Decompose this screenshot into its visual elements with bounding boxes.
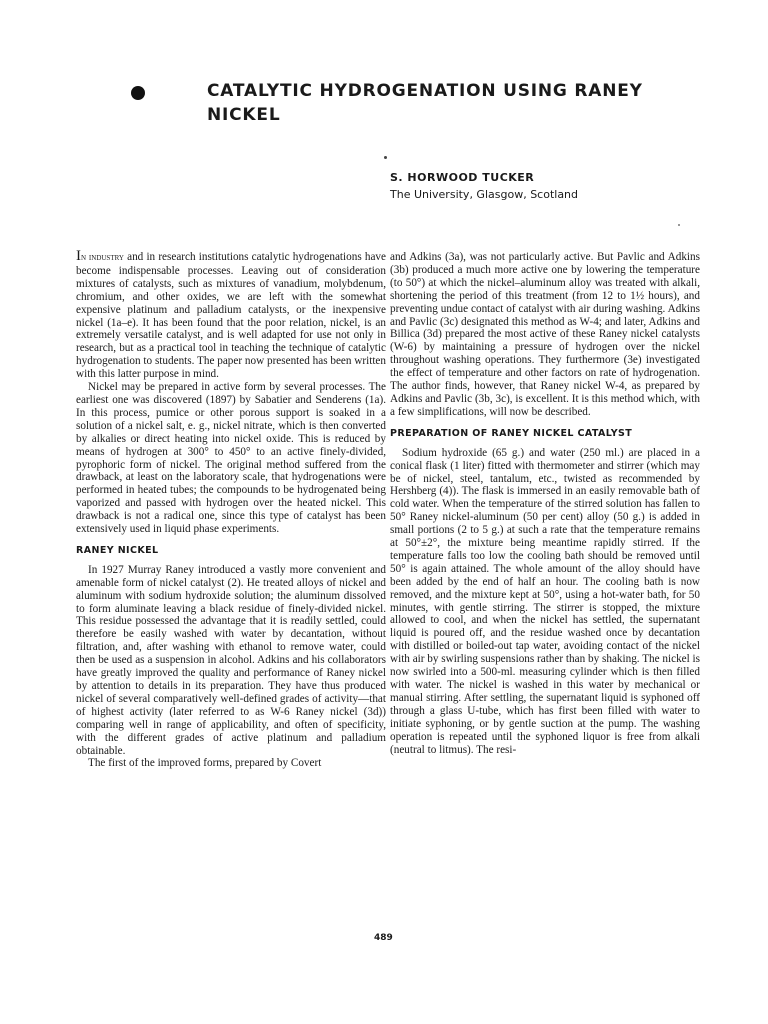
continuation-paragraph: and Adkins (3a), was not particularly active. But Pavlic and Adkins (3b) produced a much more active one by lowering the temperature (to 50°) at which the nickel–aluminum alloy was treated with alkali, shortening the period of this treatment (from 12 to 1½ hours), and preventing undue contact of catalyst with air during washing. Adkins and Pavlic (3c) designated this method as W-4; and later, Adkins and Billica (3d) prepared the most active of these Raney nickel catalysts (W-6) by maintaining a pressure of hydrogen over the nickel throughout washing operations. They furthermore (3e) investigated the effect of temperature and other factors on rate of hydrogenation. The author finds, however, that Raney nickel W-4, as prepared by Adkins and Pavlic (3b, 3c), is excellent. It is this method which, with a few simplifications, will now be described. [390,251,700,418]
speck-mark-2 [678,224,680,226]
page-number: 489 [374,933,393,943]
raney-paragraph-2: The first of the improved forms, prepared by Covert [88,757,322,770]
left-column [76,248,386,770]
raney-paragraph-1: In 1927 Murray Raney introduced a vastly more convenient and amenable form of nickel catalyst (2). He treated alloys of nickel and aluminum with sodium hydroxide solution; the aluminum dissolved to form aluminate leaving a black residue of finely-divided nickel. This residue possessed the advantage that it is readily settled, could therefore be easily washed with water by decantation, without filtration, and, after washing with ethanol to remove water, could then be used as a suspension in alcohol. Adkins and his collaborators have greatly improved the quality and performance of Raney nickel by attention to details in its preparation. They have thus produced nickel of several comparatively well-defined grades of activity—that of highest activity (later referred to as W-6 Raney nickel (3d)) comparing well in range of applicability, and often of specificity, with the different grades of active platinum and palladium obtainable. [76,563,386,757]
intro-p1-text: and in research institutions catalytic hydrogenations have become indispensable processes. Leaving out of consideration mixtures of catalysts, such as mixtures of vanadium, molybdenum, chromium, and other oxides, we are left with the somewhat expensive platinum and palladium catalysts, or the inexpensive nickel (1a–e). It has been found that the poor relation, nickel, is an extremely versatile catalyst, and is well adapted for use not only in research, but as a practical tool in teaching the technique of catalytic hydrogenation to students. The paper now presented has been written with this latter purpose in mind. [76,251,386,381]
speck-mark [384,156,387,159]
drop-cap: I [76,248,81,264]
article-title: CATALYTIC HYDROGENATION USING RANEY NICKEL [207,81,643,125]
author-affiliation: The University, Glasgow, Scotland [390,188,579,201]
intro-paragraph-2: Nickel may be prepared in active form by several processes. The earliest one was discovered (1897) by Sabatier and Senderens (1a). In this process, pumice or other porous support is soaked in a solution of a nickel salt, e. g., nickel nitrate, which is then converted by alkalies or direct heating into nickel oxide. This is reduced by means of hydrogen at 300° to 450° to an active finely-divided, pyrophoric form of nickel. The original method suffered from the drawback, at least on the laboratory scale, that hydrogenations were performed in heated tubes; the compounds to be hydrogenated being vaporized and passed with hydrogen over the heated nickel. This drawback is not a radical one, since this type of catalyst has been extensively used in liquid phase experiments. [76,381,386,536]
right-column [390,251,700,756]
intro-paragraph-1 [76,248,386,381]
small-caps-lead: n industry [81,252,124,263]
section-heading-preparation: PREPARATION OF RANEY NICKEL CATALYST [390,427,633,439]
preparation-paragraph-1: Sodium hydroxide (65 g.) and water (250 ml.) are placed in a conical flask (1 liter) fitted with thermometer and stirrer (which may be of nickel, steel, tantalum, etc., twisted as recommended by Hershberg (4)). The flask is immersed in an easily removable bath of cold water. When the temperature of the stirred solution has fallen to 50° Raney nickel-aluminum (50 per cent) alloy (50 g.) is added in small portions (2 to 5 g.) at such a rate that the temperature remains at 50°±2°, the mixture being meantime rapidly stirred. If the temperature falls too low the cooling bath should be removed until 50° is again attained. The whole amount of the alloy should have been added by the end of half an hour. The cooling bath is now removed, and the mixture kept at 50°, using a hot-water bath, for 50 minutes, with gentle stirring. The stirrer is stopped, the mixture allowed to cool, and when the nickel has settled, the supernatant liquid is poured off, and the residue washed once by decantation with distilled or boiled-out tap water, avoiding contact of the nickel with air by swirling suspensions rather than by shaking. The nickel is now swirled into a 500-ml. measuring cylinder which is then filled with water. The nickel is washed in this water by mechanical or manual stirring. After settling, the supernatant liquid is syphoned off through a glass U-tube, which has first been filled with water to initiate syphoning, or by gentle suction at the pump. The washing operation is repeated until the syphoned liquor is free from alkali (neutral to litmus). The resi- [390,446,700,756]
section-heading-raney: RANEY NICKEL [76,544,159,556]
bullet-mark [131,86,145,100]
author-name: S. HORWOOD TUCKER [390,171,535,184]
